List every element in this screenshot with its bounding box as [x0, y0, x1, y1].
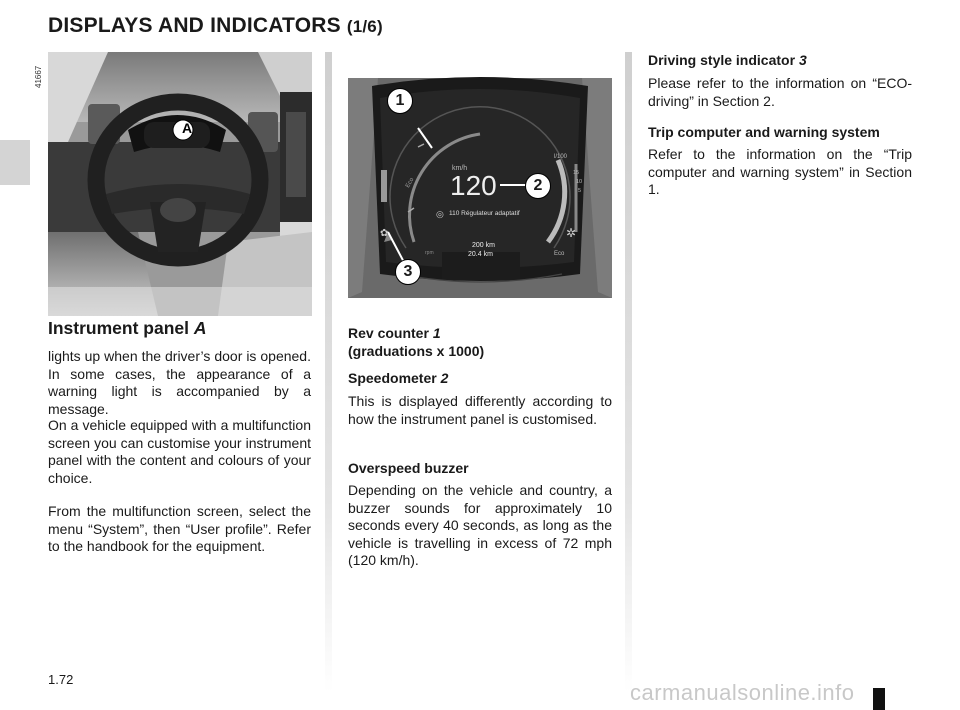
page-number: 1.72: [48, 672, 74, 687]
watermark: carmanualsonline.info: [630, 680, 855, 705]
instrument-panel-heading-ref: A: [193, 318, 207, 338]
callout-a: A: [181, 120, 193, 136]
instrument-panel-para-1: lights up when the driver’s door is opened. In some cases, the appearance of a warning light is accompanied by a message.: [48, 348, 311, 417]
driving-style-label-text: Driving style indicator: [648, 52, 796, 68]
rev-counter-label-text: Rev counter: [348, 325, 429, 341]
figure-code-left: 41667: [34, 65, 43, 88]
page-title-text: DISPLAYS AND INDICATORS: [48, 14, 341, 37]
rev-counter-sub: (graduations x 1000): [348, 342, 485, 359]
instrument-panel-para-2: On a vehicle equipped with a multifunction screen you can customise your instrument panel with the content and colours of your choice.: [48, 417, 311, 486]
column-divider-2: [625, 52, 632, 692]
driving-style-label: [648, 52, 912, 70]
speed-unit: km/h: [452, 165, 468, 172]
rpm-label: rpm: [425, 250, 434, 256]
cruise-control-text: 110 Régulateur adaptatif: [449, 210, 520, 217]
page-title: [48, 14, 383, 38]
trip-computer-text: Refer to the information on the “Trip computer and warning system” in Section 1.: [648, 146, 912, 197]
speedometer-label-text: Speedometer: [348, 370, 437, 386]
callout-2: 2: [525, 173, 551, 199]
trip-computer-label: Trip computer and warning system: [648, 124, 880, 140]
consumption-unit: l/100: [554, 154, 568, 160]
speedometer-text: This is displayed differently according to how the instrument panel is customised.: [348, 393, 612, 427]
column-divider-1: [325, 52, 332, 692]
fan-icon: ✲: [566, 226, 577, 240]
consumption-tick-15: 15: [573, 170, 580, 176]
section-tab: [0, 140, 30, 185]
speed-value: 120: [450, 170, 497, 201]
consumption-tick-10: 10: [576, 179, 583, 185]
callout-1: 1: [387, 88, 413, 114]
cruise-control-icon: ◎: [436, 209, 444, 219]
driving-style-text: Please refer to the information on “ECO-driving” in Section 2.: [648, 75, 912, 109]
page-title-part: (1/6): [346, 17, 383, 36]
distance-2: 20.4 km: [468, 251, 493, 258]
instrument-panel-para-3: From the multifunction screen, select the menu “System”, then “User profile”. Refer to the handbook for the equipment.: [48, 503, 311, 554]
page-marker: [873, 688, 885, 710]
speedometer-ref: 2: [440, 370, 449, 386]
instrument-panel-heading-text: Instrument panel: [48, 318, 189, 338]
overspeed-buzzer-text: Depending on the vehicle and country, a buzzer sounds for approximately 10 seconds every 40 seconds, as long as the vehicle is travelling in excess of 72 mph (120 km/h).: [348, 482, 612, 568]
consumption-tick-5: 5: [578, 188, 582, 194]
eco-label-left: Eco: [404, 177, 416, 189]
driving-style-ref: 3: [798, 52, 807, 68]
rev-counter-label: [348, 325, 612, 360]
driving-style-icon: ✿: [380, 228, 389, 239]
eco-label-right: Eco: [554, 251, 565, 257]
distance-1: 200 km: [472, 242, 495, 249]
callout-3: 3: [395, 259, 421, 285]
overspeed-buzzer-label: Overspeed buzzer: [348, 460, 469, 476]
rev-counter-ref: 1: [432, 325, 441, 341]
steering-wheel-photo: [48, 52, 312, 316]
speedometer-label: [348, 370, 612, 388]
instrument-panel-heading: [48, 318, 207, 339]
